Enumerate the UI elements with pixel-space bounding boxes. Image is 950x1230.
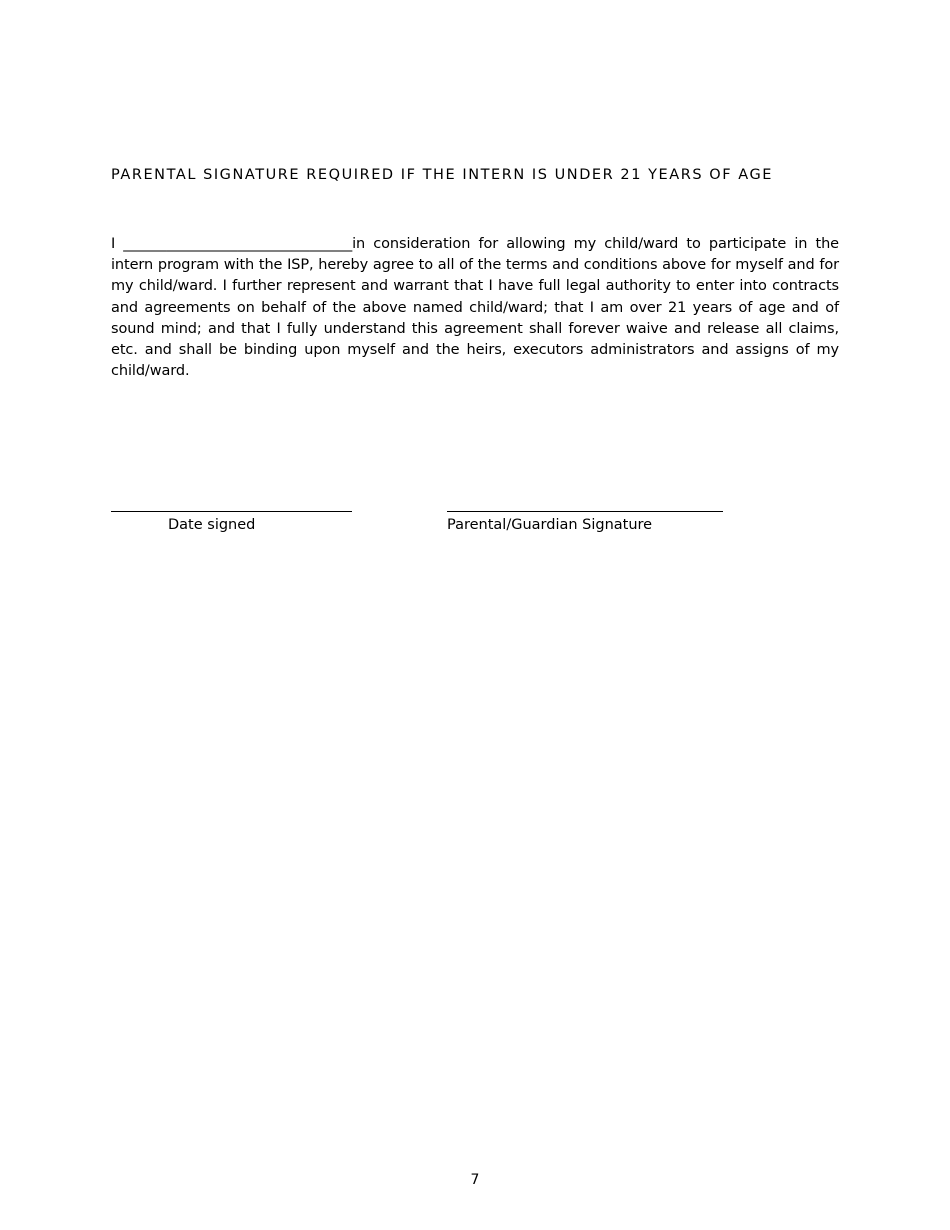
page-heading: PARENTAL SIGNATURE REQUIRED IF THE INTERN IS UNDER 21 YEARS OF AGE [111, 167, 773, 183]
consent-paragraph: I ________________________________in consideration for allowing my child/ward to participate in the intern program with the ISP, hereby agree to all of the terms and conditions above for myself and for my child/ward. I further represent and warrant that I have full legal authority to enter into contracts and agreements on behalf of the above named child/ward; that I am over 21 years of age and of sound mind; and that I fully understand this agreement shall forever waive and release all claims, etc. and shall be binding upon myself and the heirs, executors administrators and assigns of my child/ward. [111, 236, 839, 380]
date-signed-label: Date signed [168, 517, 256, 533]
guardian-signature-line [447, 499, 723, 512]
page-number: 7 [470, 1172, 480, 1188]
date-signed-line [111, 499, 352, 512]
date-signed-block [111, 499, 352, 534]
guardian-signature-block [447, 499, 723, 534]
guardian-signature-label: Parental/Guardian Signature [447, 517, 653, 533]
